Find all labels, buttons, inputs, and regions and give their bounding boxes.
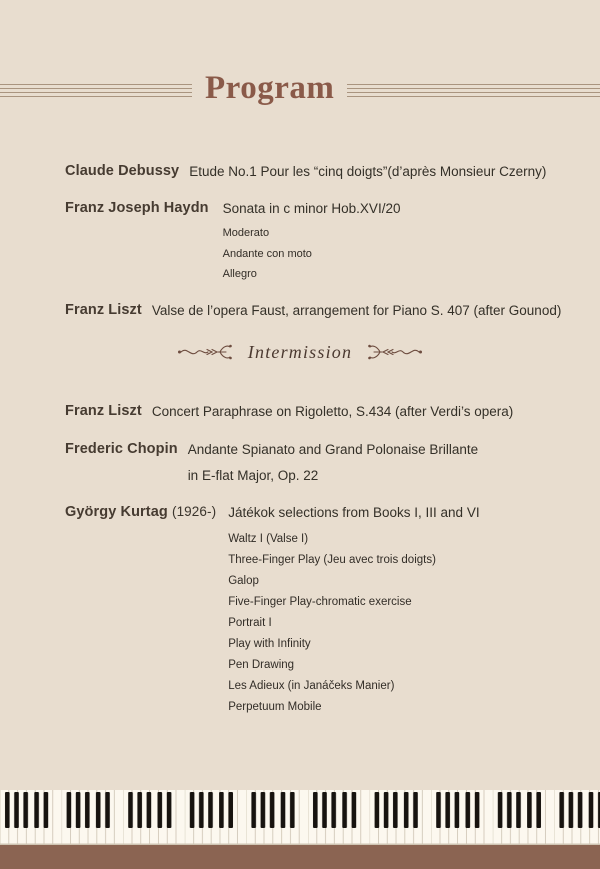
composer-dates: (1926-) xyxy=(171,504,217,519)
intermission-label: Intermission xyxy=(247,341,353,362)
movement-item: Portrait I xyxy=(228,617,272,629)
movement-item: Allegro xyxy=(222,268,257,280)
piece-title-line: Andante Spianato and Grand Polonaise Brillante xyxy=(187,442,479,457)
composer-name: Franz Joseph Haydn xyxy=(65,200,209,216)
piece-title: Sonata in c minor Hob.XVI/20 xyxy=(222,201,401,216)
title-rule-left xyxy=(0,84,192,97)
footer-bar xyxy=(0,845,600,869)
program-entry-debussy xyxy=(65,162,584,181)
piece-title: Játékok selections from Books I, III and VI xyxy=(228,505,480,520)
movement-item: Andante con moto xyxy=(222,247,312,260)
movement-item: Three-Finger Play (Jeu avec trois doigts) xyxy=(228,554,436,566)
composer-name: Franz Liszt xyxy=(65,302,142,318)
piece-title-line: in E-flat Major, Op. 22 xyxy=(187,468,319,483)
movement-list xyxy=(228,529,584,718)
page-title: Program xyxy=(205,70,335,106)
movement-item: Moderato xyxy=(222,227,270,239)
piece-title: Concert Paraphrase on Rigoletto, S.434 (after Verdi’s opera) xyxy=(151,404,514,419)
program-entry-kurtag xyxy=(65,503,584,718)
intermission-divider xyxy=(0,341,600,363)
program-entry-chopin xyxy=(65,440,584,488)
composer-name: Frederic Chopin xyxy=(65,441,178,457)
movement-item: Play with Infinity xyxy=(228,638,311,650)
piece-title: Valse de l’opera Faust, arrangement for Piano S. 407 (after Gounod) xyxy=(151,303,562,318)
movement-list xyxy=(223,223,584,285)
flourish-left-icon xyxy=(177,341,233,363)
piano-keyboard xyxy=(0,790,600,845)
movement-item: Galop xyxy=(228,575,259,587)
movement-item: Les Adieux (in Janáčeks Manier) xyxy=(228,680,395,692)
composer-name xyxy=(65,503,216,521)
program-entry-haydn xyxy=(65,199,584,285)
program-entry-liszt-rigoletto xyxy=(65,402,584,421)
piece-title xyxy=(188,440,584,488)
movement-item: Perpetuum Mobile xyxy=(228,701,322,713)
program-entry-liszt-faust xyxy=(65,301,584,320)
movement-item: Five-Finger Play-chromatic exercise xyxy=(228,596,412,608)
movement-item: Waltz I (Valse I) xyxy=(228,533,309,545)
flourish-right-icon xyxy=(367,341,423,363)
composer-name-text: György Kurtag xyxy=(65,504,168,520)
movement-item: Pen Drawing xyxy=(228,659,295,671)
piece-title: Etude No.1 Pour les “cinq doigts”(d’après Monsieur Czerny) xyxy=(189,164,547,179)
title-rule-right xyxy=(347,84,600,97)
composer-name: Franz Liszt xyxy=(65,403,142,419)
composer-name: Claude Debussy xyxy=(65,163,180,179)
page-header xyxy=(0,72,600,109)
